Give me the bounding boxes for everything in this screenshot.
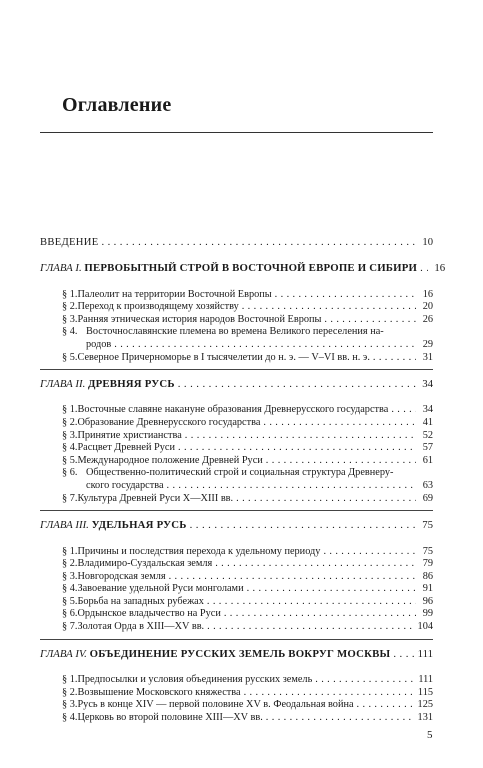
section-entry[interactable] [62, 430, 433, 443]
dot-leader [324, 314, 416, 327]
section-symbol: § 4. [62, 442, 78, 454]
chapter-heading[interactable] [40, 262, 446, 275]
section-title: Предпосылки и условия объединения русских земель [77, 673, 313, 685]
chapter-page: 111 [417, 647, 433, 660]
section-page: 111 [418, 673, 433, 685]
chapter-name: ДРЕВНЯЯ РУСЬ [87, 378, 175, 391]
dot-leader [207, 621, 414, 634]
section-continuation [62, 480, 433, 493]
section-symbol: § 2. [62, 417, 78, 429]
section-entry[interactable] [62, 608, 433, 621]
chapter-block [40, 519, 433, 639]
dot-leader [185, 430, 416, 443]
section-entry[interactable] [62, 687, 433, 700]
section-entry[interactable] [62, 712, 433, 725]
section-entry[interactable] [62, 455, 433, 468]
toc-intro-entry[interactable] [40, 236, 433, 249]
section-page: 20 [422, 301, 433, 313]
section-title: Образование Древнерусского государства [77, 417, 261, 429]
section-page: 115 [417, 686, 433, 698]
section-symbol: § 1. [62, 545, 78, 557]
section-title: Расцвет Древней Руси [77, 442, 176, 454]
chapter-heading[interactable] [40, 519, 433, 532]
section-page: 61 [422, 454, 433, 466]
section-entry[interactable] [62, 699, 433, 712]
title-rule [40, 132, 433, 133]
section-entry[interactable] [62, 546, 433, 559]
dot-leader [266, 455, 416, 468]
section-symbol: § 1. [62, 288, 78, 300]
section-entry[interactable] [62, 467, 433, 492]
chapter-label: ГЛАВА II. [40, 378, 86, 391]
section-page: 52 [422, 429, 433, 441]
section-page: 131 [417, 711, 433, 723]
section-title: Церковь во второй половине XIII—XV вв. [77, 711, 263, 723]
section-title: Палеолит на территории Восточной Европы [77, 288, 272, 300]
section-page: 79 [422, 558, 433, 570]
section-page: 75 [422, 545, 433, 557]
section-entry[interactable] [62, 301, 433, 314]
section-symbol: § 6. [62, 608, 78, 620]
chapter-name: ОБЪЕДИНЕНИЕ РУССКИХ ЗЕМЕЛЬ ВОКРУГ МОСКВЫ [89, 647, 391, 660]
chapter-divider [40, 369, 433, 370]
section-symbol: § 2. [62, 301, 78, 313]
chapter-block [40, 262, 446, 370]
page-number: 5 [427, 729, 433, 741]
table-of-contents [40, 236, 446, 728]
chapter-divider [40, 639, 433, 640]
chapter-name: ПЕРВОБЫТНЫЙ СТРОЙ В ВОСТОЧНОЙ ЕВРОПЕ И СИБИРИ [84, 262, 418, 275]
dot-leader [266, 712, 415, 725]
section-symbol: § 7. [62, 621, 78, 633]
chapter-heading[interactable] [40, 648, 433, 661]
dot-leader [207, 596, 416, 609]
section-entry[interactable] [62, 674, 433, 687]
section-symbol: § 2. [62, 686, 78, 698]
section-page: 57 [422, 442, 433, 454]
section-entry[interactable] [62, 352, 433, 365]
chapter-name: УДЕЛЬНАЯ РУСЬ [91, 519, 187, 532]
section-symbol: § 4. [62, 326, 78, 338]
dot-leader [391, 404, 416, 417]
section-title: Международное положение Древней Руси [77, 454, 263, 466]
dot-leader [275, 289, 416, 302]
dot-leader [190, 519, 416, 532]
section-title: Завоевание удельной Руси монголами [77, 583, 244, 595]
section-entry[interactable] [62, 442, 433, 455]
toc-intro-page: 10 [422, 237, 433, 248]
chapter-page: 75 [422, 519, 433, 532]
dot-leader [323, 546, 416, 559]
section-line [62, 326, 433, 339]
section-symbol: § 3. [62, 699, 78, 711]
section-title: Культура Древней Руси X—XIII вв. [77, 492, 234, 504]
section-page: 96 [422, 595, 433, 607]
section-entry[interactable] [62, 417, 433, 430]
section-symbol: § 5. [62, 454, 78, 466]
dot-leader [178, 378, 416, 391]
page-title: Оглавление [62, 94, 172, 116]
section-list [40, 404, 433, 505]
section-page: 63 [422, 480, 433, 492]
section-symbol: § 2. [62, 558, 78, 570]
toc-intro-text: ВВЕДЕНИЕ [40, 237, 99, 248]
chapter-page: 16 [434, 262, 446, 275]
section-entry[interactable] [62, 326, 433, 351]
section-symbol: § 3. [62, 570, 78, 582]
section-continuation [62, 339, 433, 352]
section-title: Общественно-политический строй и социальная структура Древнеру- [86, 467, 394, 479]
section-title: Ранняя этническая история народов Восточной Европы [77, 313, 322, 325]
section-page: 31 [422, 351, 433, 363]
section-symbol: § 1. [62, 404, 78, 416]
dot-leader [178, 442, 416, 455]
dot-leader [114, 339, 416, 352]
section-list [40, 546, 433, 634]
section-entry[interactable] [62, 596, 433, 609]
section-page: 26 [422, 313, 433, 325]
section-symbol: § 5. [62, 351, 78, 363]
section-page: 16 [422, 288, 433, 300]
section-page: 125 [417, 699, 433, 711]
chapter-heading[interactable] [40, 378, 433, 391]
section-title: Восточные славяне накануне образования Древнерусского государства [77, 404, 389, 416]
section-page: 104 [417, 621, 433, 633]
section-page: 91 [422, 583, 433, 595]
section-entry[interactable] [62, 621, 433, 634]
dot-leader [224, 608, 416, 621]
dot-leader [373, 352, 416, 365]
section-title: Золотая Орда в XIII—XV вв. [77, 621, 205, 633]
section-entry[interactable] [62, 558, 433, 571]
section-title: Ордынское владычество на Руси [77, 608, 221, 620]
section-page: 34 [422, 404, 433, 416]
section-line [62, 467, 433, 480]
chapter-block [40, 648, 433, 725]
dot-leader [242, 301, 416, 314]
chapter-block [40, 378, 433, 511]
dot-leader [101, 236, 416, 249]
section-entry[interactable] [62, 493, 433, 506]
chapter-page: 34 [422, 378, 433, 391]
section-title: Новгородская земля [77, 570, 166, 582]
section-symbol: § 7. [62, 492, 78, 504]
section-title: Возвышение Московского княжества [77, 686, 241, 698]
dot-leader [167, 480, 416, 493]
section-title: Переход к производящему хозяйству [77, 301, 239, 313]
section-entry[interactable] [62, 289, 433, 302]
section-page: 29 [422, 338, 433, 350]
section-page: 86 [422, 570, 433, 582]
section-symbol: § 5. [62, 595, 78, 607]
section-title: Борьба на западных рубежах [77, 595, 204, 607]
section-entry[interactable] [62, 583, 433, 596]
dot-leader [263, 417, 416, 430]
dot-leader [357, 699, 415, 712]
chapter-label: ГЛАВА I. [40, 262, 82, 275]
section-title: Северное Причерноморье в I тысячелетии до н. э. — V–VI вв. н. э. [77, 351, 370, 363]
chapter-label: ГЛАВА IV. [40, 647, 87, 660]
dot-leader [215, 558, 416, 571]
section-list [40, 289, 433, 365]
section-title: Владимиро-Суздальская земля [77, 558, 213, 570]
dot-leader [169, 571, 416, 584]
dot-leader [236, 493, 416, 506]
section-entry[interactable] [62, 314, 433, 327]
section-title-cont: родов [86, 338, 112, 350]
section-page: 41 [422, 417, 433, 429]
section-page: 69 [422, 492, 433, 504]
section-symbol: § 3. [62, 313, 78, 325]
section-symbol: § 4. [62, 711, 78, 723]
section-title-cont: ского государства [86, 480, 164, 492]
dot-leader [315, 674, 415, 687]
section-symbol: § 1. [62, 673, 78, 685]
section-entry[interactable] [62, 404, 433, 417]
section-symbol: § 4. [62, 583, 78, 595]
chapter-divider [40, 510, 433, 511]
dot-leader [247, 583, 416, 596]
section-symbol: § 3. [62, 429, 78, 441]
section-entry[interactable] [62, 571, 433, 584]
section-symbol: § 6. [62, 467, 78, 479]
dot-leader [244, 687, 415, 700]
section-page: 99 [422, 608, 433, 620]
section-title: Причины и последствия перехода к удельному периоду [77, 545, 321, 557]
section-title: Русь в конце XIV — первой половине XV в. Феодальная война [77, 699, 354, 711]
dot-leader [393, 648, 414, 661]
chapter-label: ГЛАВА III. [40, 519, 89, 532]
section-list [40, 674, 433, 724]
section-title: Восточнославянские племена во времена Великого переселения на- [86, 326, 384, 338]
section-title: Принятие христианства [77, 429, 182, 441]
dot-leader [420, 262, 428, 275]
